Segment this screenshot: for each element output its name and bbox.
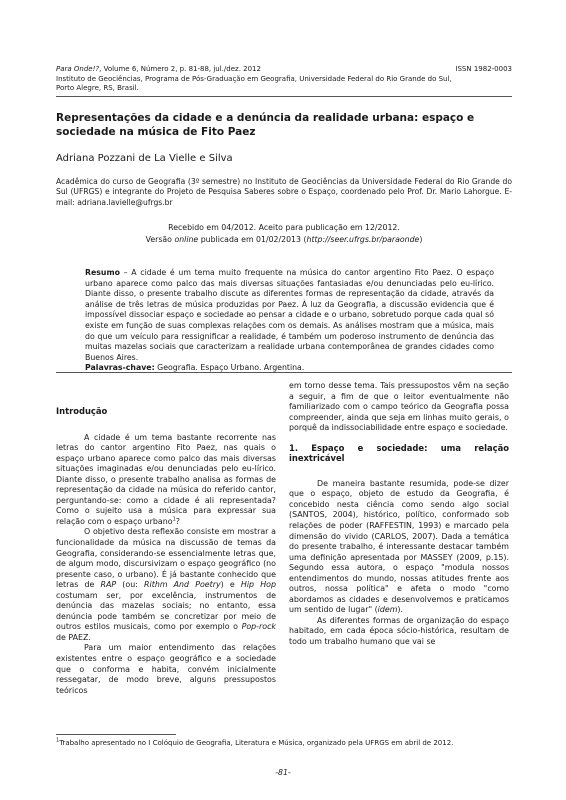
intro-p2-a: O objetivo desta reflexão consiste em mostrar a funcionalidade da música na discussão de temas da Geografia, considerando-se essencialmente letras que, de algum modo, discursivizam o espaço geográfico (no presente caso, o urbano). É já bastante conhecido que letras de	[56, 527, 276, 590]
abstract-body	[85, 268, 494, 363]
intro-p2-c: ) e	[220, 580, 241, 590]
footnote-text: Trabalho apresentado no I Colóquio de Geografia, Literatura e Música, organizado pela UFRGS em abril de 2012.	[59, 739, 454, 747]
online-version	[56, 234, 512, 246]
journal-url[interactable]: http://seer.ufrgs.br/paraonde	[306, 234, 420, 244]
intro-paragraph-1	[56, 433, 276, 528]
term-hiphop: Hip Hop	[240, 580, 276, 590]
s1-p1-end: ).	[397, 605, 404, 615]
intro-paragraph-3: Para um maior entendimento das relações existentes entre o espaço geográfico e a sociedade que o conforma e habita, convém inicialmente ressegatar, de modo breve, alguns pressupostos teóricos	[56, 643, 276, 695]
abstract	[85, 268, 494, 374]
section-1-paragraph-1	[289, 479, 509, 616]
institution-line-1: Instituto de Geociências, Programa de Pós-Graduação em Geografia, Universidade Federal do Rio Grande do Sul,	[56, 74, 452, 83]
intro-p2-b: (ou:	[116, 580, 145, 590]
header-divider	[56, 96, 512, 97]
intro-p2-d: costumam ser, por excelência, instrumentos de denúncia das mazelas sociais; no entanto, essa denúncia pode também se concretizar por meio de outros estilos musicais, como por exemplo o	[56, 590, 276, 632]
left-column	[56, 406, 276, 696]
author-name: Adriana Pozzani de La Vielle e Silva	[56, 153, 233, 164]
term-poprock: Pop-rock	[241, 622, 276, 632]
received-date: Recebido em 04/2012. Aceito para publicação em 12/2012.	[168, 223, 400, 232]
continued-paragraph: em torno desse tema. Tais pressupostos vêm na seção a seguir, a fim de que o leitor eventualmente não familiarizado com o campo teórico da Geografia possa compreender, ainda que seja em linhas muito gerais, o porquê da indissociabilidade entre espaço e sociedade.	[289, 381, 509, 433]
section-1-paragraph-2: As diferentes formas de organização do espaço habitado, em cada época sócio-histórica, resultam de todo um trabalho humano que vai se	[289, 615, 509, 647]
author-affiliation: Acadêmica do curso de Geografia (3º semestre) no Instituto de Geociências da Universidade Federal do Rio Grande do Sul (UFRGS) e integrante do Projeto de Pesquisa Saberes sobre o Espaço, coordenado pelo Prof. Dr. Mario Lahorgue. E-mail: adriana.lavielle@ufrgs.br	[56, 177, 512, 207]
footnote-mark: 1	[56, 737, 60, 744]
online-prefix: Versão	[145, 234, 175, 244]
article-title: Representações da cidade e a denúncia da realidade urbana: espaço e sociedade na música de Fito Paez	[56, 112, 475, 138]
online-suffix: )	[419, 234, 423, 244]
footnote-divider	[56, 734, 176, 735]
intro-heading: Introdução	[56, 406, 108, 416]
citation-line	[56, 65, 512, 75]
page-number: -81-	[275, 768, 291, 777]
idem-term: idem	[377, 605, 398, 615]
institution-line-2: Porto Alegre, RS, Brasil.	[56, 84, 139, 92]
intro-p1-text: A cidade é um tema bastante recorrente nas letras do cantor argentino Fito Paez, nas quais o espaço urbano aparece como palco das mais diversas situações imaginadas e/ou denunciadas pelo eu-lírico. Diante disso, o presente trabalho analisa as formas de representação da cidade na música do referido cantor, perguntando-se: como a cidade é ali representada? Como o sujeito usa a música para expressar sua relação com o espaço urbano	[56, 432, 276, 526]
intro-paragraph-2	[56, 527, 276, 643]
journal-citation: , Volume 6, Número 2, p. 81-88, jul./dez. 2012	[99, 65, 261, 73]
abstract-divider	[56, 372, 512, 373]
journal-name: Para Onde!?	[56, 65, 100, 73]
right-column	[289, 381, 509, 648]
s1-p1-text: De maneira bastante resumida, pode-se dizer que o espaço, objeto de estudo da Geografia, é concebido nesta ciência como sendo algo social (SANTOS, 2004), histórico, político, conformado sob relações de poder (RAFFESTIN, 1993) e marcado pela dimensão do vivido (CARLOS, 2007). Dada a temática do presente trabalho, é interessante destacar também uma definição apresentada por MASSEY (2009, p.15). Segundo essa autora, o espaço "modula nossos entendimentos do mundo, nossas atitudes frente aos outros, nossa política" e afeta o modo "como abordamos as cidades e desenvolvemos e praticamos um sentido de lugar" (	[289, 478, 509, 615]
issn: ISSN 1982-0003	[455, 65, 512, 73]
online-middle: publicada em 01/02/2013 (	[198, 234, 307, 244]
term-rap: RAP	[100, 580, 117, 590]
publication-dates	[56, 222, 512, 245]
keywords-text: Geografia. Espaço Urbano. Argentina.	[154, 363, 305, 373]
keywords-label: Palavras-chave:	[85, 363, 155, 373]
footnote	[56, 739, 512, 747]
section-1-heading: 1. Espaço e sociedade: uma relação inextricável	[289, 442, 509, 464]
footnote-ref[interactable]: 1	[172, 516, 176, 523]
abstract-text: – A cidade é um tema muito frequente na música do cantor argentino Fito Paez. O espaço urbano aparece como palco das mais diversas situações fantasiadas e/ou denunciadas pelo eu-lírico. Diante disso, o presente trabalho discute as diferentes formas de representação da cidade, através da análise de três letras de música produzidas por Paez. À luz da Geografia, a discussão evidencia que é impossível dissociar espaço e sociedade ao pensar a cidade e o urbano, sobretudo porque cada qual só existe em função de suas complexas relações com os demais. As análises mostram que a música, mais do que um veículo para ressignificar a realidade, é também um poderoso instrumento de denúncia das muitas mazelas sociais que caracterizam a realidade urbana contemporânea de grandes cidades como Buenos Aires.	[85, 268, 494, 362]
intro-p1-end: ?	[175, 516, 180, 526]
online-word: online	[174, 234, 199, 244]
term-rithm: Rithm And Poetry	[144, 580, 221, 590]
intro-p2-e: de PAEZ.	[56, 632, 91, 642]
abstract-label: Resumo	[85, 268, 120, 277]
journal-header	[56, 65, 512, 94]
